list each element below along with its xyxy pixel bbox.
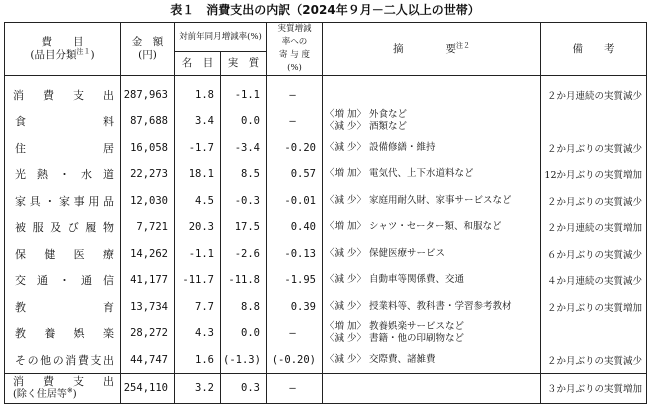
row-remark: ２か月ぶりの実質減少: [541, 188, 647, 215]
row-amount: 22,273: [121, 161, 175, 188]
row-summary: [323, 108, 541, 135]
table-body: [5, 76, 647, 404]
row-contribution: —: [267, 108, 323, 135]
summary-row-summary: [323, 373, 541, 403]
summary-row-amount: 254,110: [121, 373, 175, 403]
row-name: 住 居: [5, 135, 121, 162]
row-name: 被服及び履物: [5, 214, 121, 241]
header-item: 費 目 (品目分類$^{注1}$): [5, 23, 121, 76]
summary-line: 〈増 加〉 電気代、上下水道料など: [325, 168, 474, 180]
row-amount: 16,058: [121, 135, 175, 162]
row-real: -1.1: [221, 82, 267, 109]
table-row: [5, 188, 647, 215]
row-real: -11.8: [221, 267, 267, 294]
header-summary: 摘 要$^{注2}$: [323, 23, 541, 76]
table-row: [5, 214, 647, 241]
row-name: 光 熱 ・ 水 道: [5, 161, 121, 188]
row-nominal: 3.4: [175, 108, 221, 135]
row-contribution: -0.20: [267, 135, 323, 162]
row-name: 家具・家事用品: [5, 188, 121, 215]
row-real: 8.5: [221, 161, 267, 188]
row-contribution: —: [267, 320, 323, 347]
row-name: 交 通 ・ 通 信: [5, 267, 121, 294]
row-amount: 41,177: [121, 267, 175, 294]
summary-line: 〈減 少〉 授業料等、教科書・学習参考教材: [325, 300, 512, 312]
row-remark: ２か月ぶりの実質減少: [541, 135, 647, 162]
row-contribution: -0.13: [267, 241, 323, 268]
row-remark: ２か月ぶりの実質減少: [541, 347, 647, 374]
header-real: 実 質: [221, 52, 267, 76]
summary-line: 〈減 少〉 書籍・他の印刷物など: [325, 333, 465, 345]
table-row: [5, 347, 647, 374]
row-name: その他の消費支出: [5, 347, 121, 374]
summary-line: 〈増 加〉 外食など: [325, 109, 408, 121]
row-real: 8.8: [221, 294, 267, 321]
row-nominal: 1.6: [175, 347, 221, 374]
header-item-footnote: 注１: [76, 47, 91, 56]
summary-row-name: 消 費 支 出 (除く住居等※): [5, 373, 121, 403]
header-item-sub: (品目分類: [30, 49, 77, 61]
header-nominal: 名 目: [175, 52, 221, 76]
row-contribution: (-0.20): [267, 347, 323, 374]
row-remark: ６か月ぶりの実質減少: [541, 241, 647, 268]
header-yoy-group: 対前年同月増減率(%): [175, 23, 267, 52]
header-item-sub-close: ): [90, 49, 95, 61]
row-remark: 12か月ぶりの実質増加: [541, 161, 647, 188]
summary-row-contribution: —: [267, 373, 323, 403]
row-amount: 12,030: [121, 188, 175, 215]
row-real: -2.6: [221, 241, 267, 268]
row-nominal: 4.3: [175, 320, 221, 347]
summary-line: 〈増 加〉 教養娯楽サービスなど: [325, 321, 465, 333]
row-real: (-1.3): [221, 347, 267, 374]
row-summary: [323, 135, 541, 162]
row-remark: ２か月連続の実質減少: [541, 82, 647, 109]
table-header: [5, 23, 647, 76]
row-real: -3.4: [221, 135, 267, 162]
row-amount: 28,272: [121, 320, 175, 347]
table-title: 表１ 消費支出の内訳（2024年９月－二人以上の世帯）: [170, 3, 480, 17]
summary-row-nominal: 3.2: [175, 373, 221, 403]
row-amount: 287,963: [121, 82, 175, 109]
summary-line: 〈増 加〉 シャツ・セーター類、和服など: [325, 221, 502, 233]
row-nominal: -1.7: [175, 135, 221, 162]
row-real: 0.0: [221, 320, 267, 347]
row-nominal: 4.5: [175, 188, 221, 215]
row-name: 消 費 支 出: [5, 82, 121, 109]
row-real: 0.0: [221, 108, 267, 135]
table-row: [5, 161, 647, 188]
row-contribution: 0.57: [267, 161, 323, 188]
header-remarks: 備 考: [541, 23, 647, 76]
row-summary: [323, 267, 541, 294]
row-summary: [323, 241, 541, 268]
row-contribution: -0.01: [267, 188, 323, 215]
row-remark: [541, 108, 647, 135]
summary-row-remark: ３か月ぶりの実質増加: [541, 373, 647, 403]
row-name: 食 料: [5, 108, 121, 135]
row-contribution: -1.95: [267, 267, 323, 294]
header-amount: 金 額 (円): [121, 23, 175, 76]
table-row: [5, 82, 647, 109]
row-remark: ２か月連続の実質増加: [541, 214, 647, 241]
header-summary-footnote: 注２: [456, 41, 470, 49]
row-summary: [323, 188, 541, 215]
row-real: -0.3: [221, 188, 267, 215]
summary-line: 〈減 少〉 設備修繕・維持: [325, 141, 436, 153]
row-remark: ２か月ぶりの実質増加: [541, 294, 647, 321]
row-real: 17.5: [221, 214, 267, 241]
row-name: 保 健 医 療: [5, 241, 121, 268]
row-contribution: —: [267, 82, 323, 109]
row-summary: [323, 294, 541, 321]
row-nominal: -11.7: [175, 267, 221, 294]
table-row: [5, 108, 647, 135]
row-nominal: 1.8: [175, 82, 221, 109]
header-contribution: 実質増減 率への 寄 与 度 (%): [267, 23, 323, 76]
row-remark: [541, 320, 647, 347]
row-summary: [323, 82, 541, 109]
table-row: [5, 294, 647, 321]
summary-line: 〈減 少〉 保健医療サービス: [325, 247, 446, 259]
summary-line: 〈減 少〉 自動車等関係費、交通: [325, 274, 465, 286]
row-nominal: 20.3: [175, 214, 221, 241]
row-name: 教 育: [5, 294, 121, 321]
row-amount: 13,734: [121, 294, 175, 321]
row-nominal: 7.7: [175, 294, 221, 321]
row-amount: 7,721: [121, 214, 175, 241]
row-summary: [323, 161, 541, 188]
row-contribution: 0.39: [267, 294, 323, 321]
summary-line: 〈減 少〉 家庭用耐久財、家事サービスなど: [325, 194, 512, 206]
table-row: [5, 320, 647, 347]
row-nominal: 18.1: [175, 161, 221, 188]
row-summary: [323, 214, 541, 241]
row-amount: 44,747: [121, 347, 175, 374]
row-summary: [323, 320, 541, 347]
row-remark: ４か月連続の実質減少: [541, 267, 647, 294]
row-amount: 87,688: [121, 108, 175, 135]
row-contribution: 0.40: [267, 214, 323, 241]
row-nominal: -1.1: [175, 241, 221, 268]
summary-row-footnote: ※: [66, 386, 73, 395]
table-row: [5, 135, 647, 162]
row-name: 教 養 娯 楽: [5, 320, 121, 347]
expenditure-table: [4, 22, 647, 404]
summary-row: [5, 373, 647, 403]
row-summary: [323, 347, 541, 374]
summary-line: 〈減 少〉 交際費、諸雑費: [325, 353, 436, 365]
row-amount: 14,262: [121, 241, 175, 268]
table-row: [5, 267, 647, 294]
summary-line: 〈減 少〉 酒類など: [325, 121, 408, 133]
table-row: [5, 241, 647, 268]
summary-row-real: 0.3: [221, 373, 267, 403]
